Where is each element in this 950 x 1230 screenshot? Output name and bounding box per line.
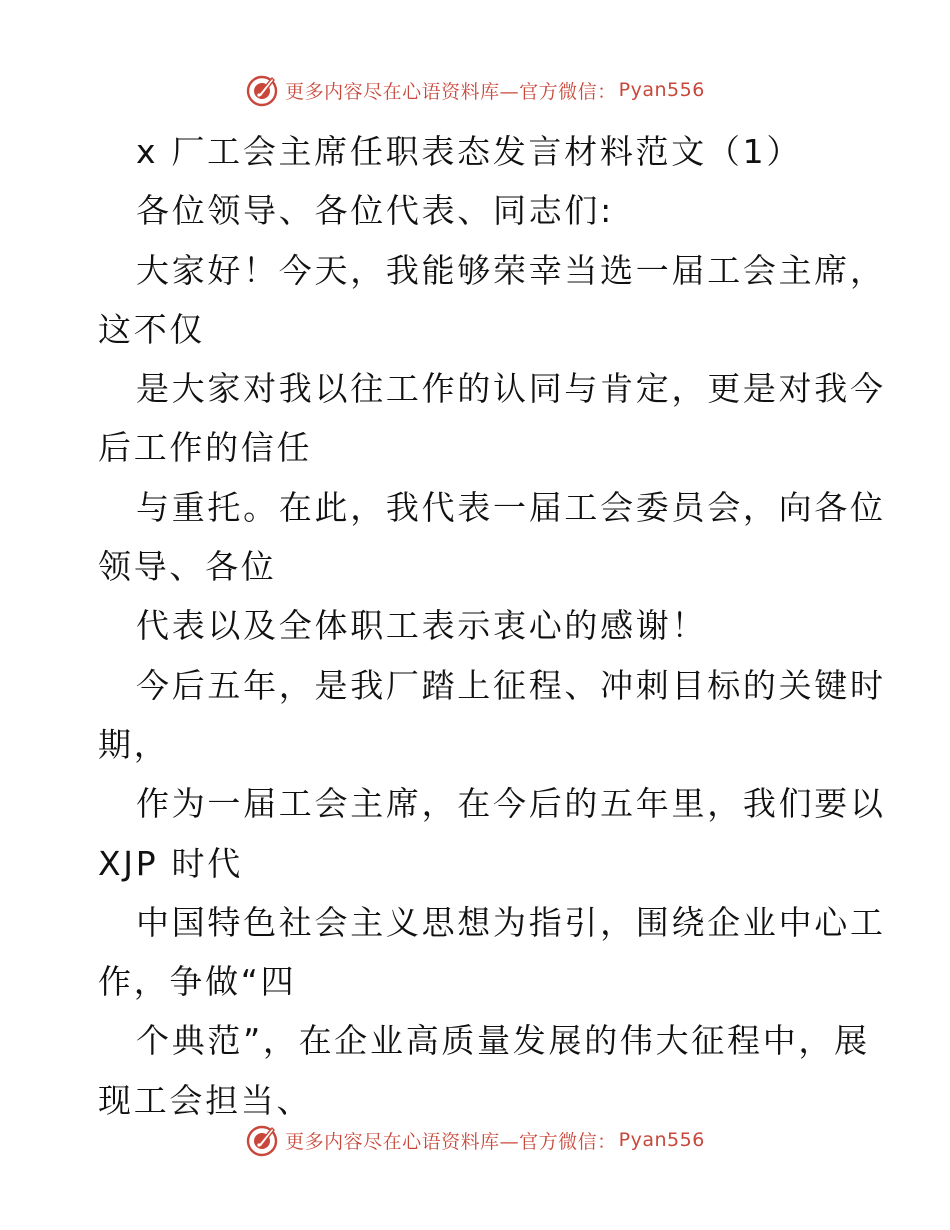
watermark-text: 更多内容尽在心语资料库—官方微信： (285, 80, 617, 103)
paragraph-line: 个典范”，在企业高质量发展的伟大征程中，展 (136, 1021, 870, 1061)
paragraph-line: 后工作的信任 (98, 428, 313, 468)
salutation: 各位领导、各位代表、同志们: (136, 191, 614, 231)
paragraph-line: 是大家对我以往工作的认同与肯定，更是对我今 (136, 369, 886, 409)
watermark-text: 更多内容尽在心语资料库—官方微信： (285, 1130, 617, 1153)
paragraph-line: 作，争做“四 (98, 962, 297, 1002)
paragraph-line: 今后五年，是我厂踏上征程、冲刺目标的关键时 (136, 665, 886, 705)
watermark-wechat-id: Pyan556 (618, 1129, 705, 1151)
quill-logo-icon (245, 1123, 279, 1157)
paragraph-line: 作为一届工会主席，在今后的五年里，我们要以 (136, 784, 886, 824)
header-watermark (0, 70, 950, 110)
paragraph-line: 大家好！今天，我能够荣幸当选一届工会主席， (136, 250, 886, 290)
paragraph-line: 期， (98, 724, 170, 764)
paragraph-line: 代表以及全体职工表示衷心的感谢！ (136, 606, 708, 646)
paragraph-line: 领导、各位 (98, 547, 277, 587)
watermark-wechat-id: Pyan556 (618, 79, 705, 101)
document-title: x 厂工会主席任职表态发言材料范文（1） (136, 132, 803, 171)
paragraph-line: 现工会担当、 (98, 1080, 313, 1120)
document-body (98, 122, 886, 1130)
quill-logo-icon (245, 73, 279, 107)
paragraph-line: 中国特色社会主义思想为指引，围绕企业中心工 (136, 902, 886, 942)
paragraph-line: 与重托。在此，我代表一届工会委员会，向各位 (136, 487, 886, 527)
footer-watermark (0, 1120, 950, 1160)
paragraph-line: XJP 时代 (98, 843, 243, 883)
paragraph-line: 这不仅 (98, 309, 206, 349)
